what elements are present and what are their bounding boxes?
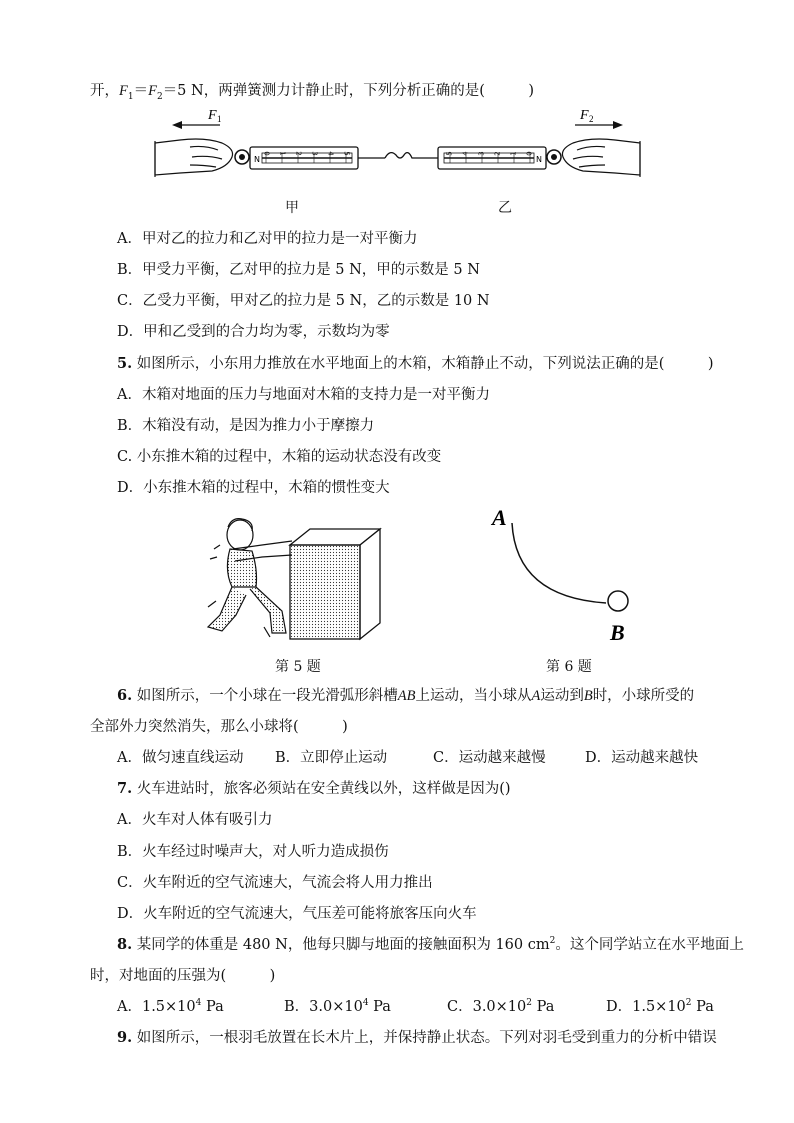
point-a-label: A [492,505,507,530]
left-hand [155,139,233,177]
q8-option-d: D．$1.5\times 10^2$ Pa [606,998,714,1015]
scale-tick-label: 2 [294,151,303,156]
f2-arrowhead [613,121,623,129]
scale-tick-label: 5 [342,151,351,156]
fig-label-jia: 甲 [285,200,299,216]
spring-scales-figure [150,105,645,185]
q5-figure-caption: 第 5 题 [275,659,321,675]
q8-option-b: B．$3.0\times 10^4$ Pa [284,998,391,1015]
q5-option-a: A．木箱对地面的压力与地面对木箱的支持力是一对平衡力 [117,387,490,403]
scale-tick-label: 1 [509,151,518,156]
ball [608,591,628,611]
scale-tick-label: 2 [493,151,502,156]
q4-option-b: B．甲受力平衡，乙对甲的拉力是 5 N，甲的示数是 5 N [117,262,480,278]
q4-option-a: A．甲对乙的拉力和乙对甲的拉力是一对平衡力 [117,231,418,247]
scale-tick-label: 1 [278,151,287,156]
wooden-box [290,529,380,639]
right-hand [562,139,640,177]
q8-option-a: A．$1.5\times 10^4$ Pa [117,998,224,1015]
point-b-label: B [610,620,625,645]
q6-stem-line2: 全部外力突然消失，那么小球将( ) [90,719,348,735]
q5-stem: 5. 如图所示，小东用力推放在水平地面上的木箱，木箱静止不动，下列说法正确的是( ) [117,355,714,372]
q6-stem-line1: 6. 如图所示，一个小球在一段光滑弧形斜槽AB上运动，当小球从A运动到B时，小球所受的 [117,687,695,704]
f2-label: F [580,108,589,123]
q7-option-d: D．火车附近的空气流速大，气压差可能将旅客压向火车 [117,906,477,922]
q5-option-d: D．小东推木箱的过程中，木箱的惯性变大 [117,480,390,496]
svg-text:N: N [254,155,260,164]
q8-option-c: C．$3.0\times 10^2$ Pa [447,998,555,1015]
f2-sub: 2 [589,114,594,124]
q5-option-b: B．木箱没有动，是因为推力小于摩擦力 [117,418,375,434]
q6-option-d: D．运动越来越快 [585,750,699,766]
scale-tick-label: 3 [477,151,486,156]
scale-tick-label: 4 [326,151,335,156]
f1-arrowhead [172,121,182,129]
q8-stem-line1: 8. 某同学的体重是 480 N，他每只脚与地面的接触面积为 160 $cm^2$。这个同学站立在水平地面上 [117,936,744,953]
scale-tick-label: 0 [525,151,534,156]
q6-figure-caption: 第 6 题 [546,659,592,675]
arc-groove [512,523,606,603]
f1-sub: 1 [217,114,222,124]
q7-option-b: B．火车经过时噪声大，对人听力造成损伤 [117,844,389,860]
q9-stem: 9. 如图所示，一根羽毛放置在长木片上，并保持静止状态。下列对羽毛受到重力的分析中错误 [117,1029,717,1046]
q6-option-c: C．运动越来越慢 [433,750,546,766]
arc-track-figure [490,505,640,645]
q6-option-b: B．立即停止运动 [275,750,388,766]
q4-option-d: D．甲和乙受到的合力均为零，示数均为零 [117,324,390,340]
boy-pushing-box-figure [200,515,385,645]
scale-tick-label: 3 [310,151,319,156]
q5-option-c: C. 小东推木箱的过程中，木箱的运动状态没有改变 [117,449,442,465]
q8-stem-line2: 时，对地面的压强为( ) [90,968,276,984]
q4-stem: 开，$F_1=F_2=5$ N，两弹簧测力计静止时，下列分析正确的是( ) [90,83,535,102]
scale-tick-label: 5 [445,151,454,156]
q7-option-a: A．火车对人体有吸引力 [117,812,273,828]
scale-tick-label: 0 [262,151,271,156]
scale-tick-label: 4 [461,151,470,156]
q7-stem: 7. 火车进站时，旅客必须站在安全黄线以外，这样做是因为() [117,780,511,797]
boy [208,519,292,637]
hook-link [385,153,440,158]
svg-text:N: N [536,155,542,164]
f1-label: F [208,108,217,123]
q4-option-c: C．乙受力平衡，甲对乙的拉力是 5 N，乙的示数是 10 N [117,293,490,309]
fig-label-yi: 乙 [498,200,512,216]
q7-option-c: C．火车附近的空气流速大，气流会将人用力推出 [117,875,433,891]
q6-option-a: A．做匀速直线运动 [117,750,244,766]
